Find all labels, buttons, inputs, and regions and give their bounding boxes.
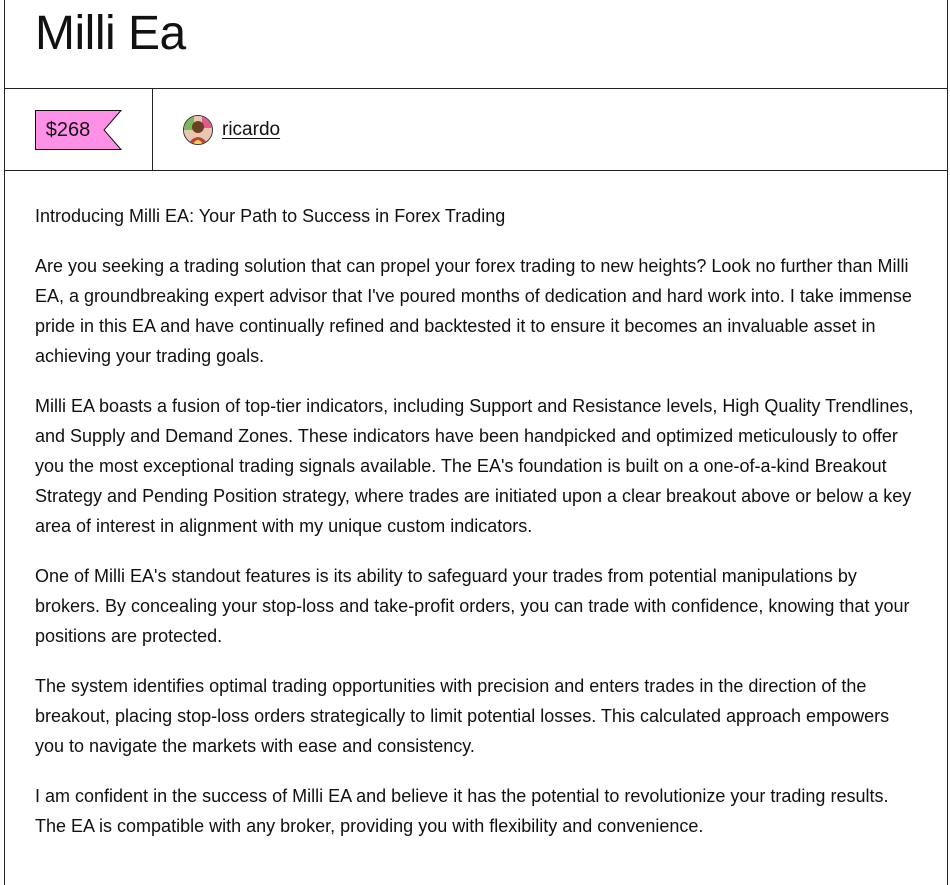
author-link[interactable]: ricardo [222,118,281,140]
product-description [5,171,947,841]
description-paragraph: Are you seeking a trading solution that can propel your forex trading to new heights? Look no further than Milli EA, a groundbreaking expert advisor that I've poured months of dedication and hard work into. I take immense pride in this EA and have continually refined and backtested it to ensure it becomes an invaluable asset in achieving your trading goals. [35,256,912,366]
description-paragraph: The system identifies optimal trading opportunities with precision and enters trades in the direction of the breakout, placing stop-loss orders strategically to limit potential losses. This calculated approach empowers you to navigate the markets with ease and consistency. [35,676,890,756]
avatar-image-icon [184,116,212,144]
author-cell [153,89,947,170]
price-tag [35,110,125,155]
product-meta-row [5,89,947,171]
description-paragraph: One of Milli EA's standout features is its ability to safeguard your trades from potential manipulations by brokers. By concealing your stop-loss and take-profit orders, you can trade with confidence, knowing that your positions are protected. [35,566,910,646]
description-paragraph-intro: Introducing Milli EA: Your Path to Success in Forex Trading [35,206,506,226]
price-label: $268 [45,119,91,141]
product-title: Milli Ea [35,7,186,60]
description-paragraph: I am confident in the success of Milli EA and believe it has the potential to revolutionize your trading results. The EA is compatible with any broker, providing you with flexibility and convenience. [35,786,889,836]
author-avatar[interactable] [183,115,213,145]
product-card [4,0,948,885]
description-paragraph: Milli EA boasts a fusion of top-tier indicators, including Support and Resistance levels, High Quality Trendlines, and Supply and Demand Zones. These indicators have been handpicked and optimized meticulously to offer you the most exceptional trading signals available. The EA's foundation is built on a one-of-a-kind Breakout Strategy and Pending Position strategy, where trades are initiated upon a clear breakout above or below a key area of interest in alignment with my unique custom indicators. [35,396,914,536]
price-cell [5,89,153,170]
product-header [5,0,947,89]
